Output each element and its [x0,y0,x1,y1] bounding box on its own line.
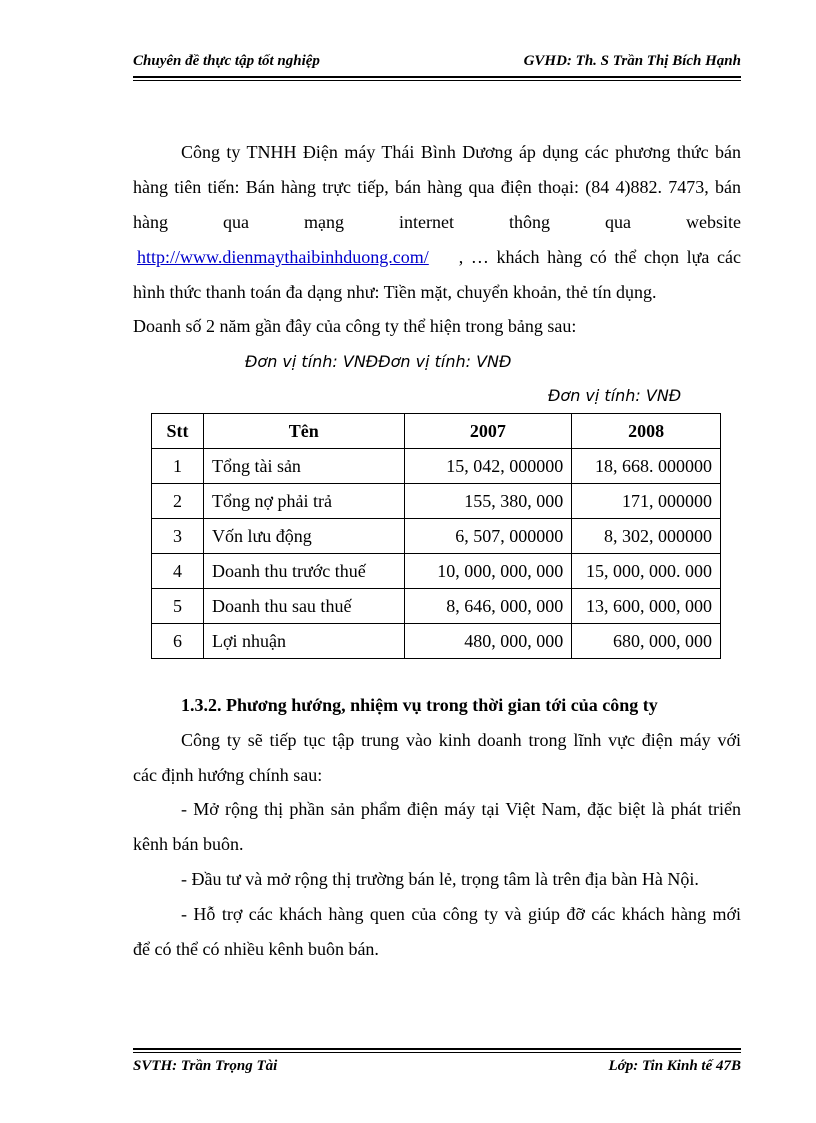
cell-name: Tổng tài sản [203,449,404,484]
cell-2008: 8, 302, 000000 [572,519,721,554]
word: website [686,212,741,232]
header-supervisor: GVHD: Th. S Trần Thị Bích Hạnh [523,53,741,69]
cell-2007: 8, 646, 000, 000 [404,589,572,624]
cell-2007: 480, 000, 000 [404,624,572,659]
word: qua [605,212,631,232]
col-header-2007: 2007 [404,414,572,449]
footer-student: SVTH: Trần Trọng Tài [133,1058,278,1074]
cell-2007: 155, 380, 000 [404,484,572,519]
cell-stt: 4 [152,554,204,589]
table-row [152,519,721,554]
section-heading: 1.3.2. Phương hướng, nhiệm vụ trong thời gian tới của công ty [181,695,658,715]
header-rule [133,80,741,81]
unit-note: Đơn vị tính: VNĐ [548,386,682,405]
intro-line-2: hàng tiên tiến: Bán hàng trực tiếp, bán hàng qua điện thoại: (84 4)882. 7473, bán [133,177,741,197]
intro-line-4-rest: , … khách hàng có thể chọn lựa các [458,247,741,267]
cell-stt: 1 [152,449,204,484]
revenue-table [151,413,721,659]
header-left-title: Chuyên đề thực tập tốt nghiệp [133,53,320,69]
company-website-link[interactable]: http://www.dienmaythaibinhduong.com/ [137,247,429,267]
cell-2008: 13, 600, 000, 000 [572,589,721,624]
cell-name: Doanh thu trước thuế [203,554,404,589]
intro-line-4 [137,247,741,268]
cell-name: Lợi nhuận [203,624,404,659]
bullet-3-line1: - Hỗ trợ các khách hàng quen của công ty và giúp đỡ các khách hàng mới [181,904,741,924]
table-row [152,449,721,484]
intro-line-1: Công ty TNHH Điện máy Thái Bình Dương áp dụng các phương thức bán [181,142,741,162]
cell-name: Doanh thu sau thuế [203,589,404,624]
cell-2007: 6, 507, 000000 [404,519,572,554]
word: hàng [133,212,168,232]
unit-note-duplicate: Đơn vị tính: VNĐĐơn vị tính: VNĐ [245,352,512,371]
intro-line-6: Doanh số 2 năm gần đây của công ty thể hiện trong bảng sau: [133,316,577,336]
table-row [152,624,721,659]
col-header-stt: Stt [152,414,204,449]
cell-stt: 2 [152,484,204,519]
footer-class: Lớp: Tin Kinh tế 47B [608,1058,741,1074]
table-header-row [152,414,721,449]
col-header-name: Tên [203,414,404,449]
word: qua [223,212,249,232]
bullet-1-line1: - Mở rộng thị phần sản phẩm điện máy tại Việt Nam, đặc biệt là phát triển [181,799,741,819]
intro-line-5: hình thức thanh toán đa dạng như: Tiền mặt, chuyển khoản, thẻ tín dụng. [133,282,657,302]
page-header [133,50,741,78]
cell-name: Vốn lưu động [203,519,404,554]
cell-stt: 3 [152,519,204,554]
word: internet [399,212,454,232]
intro-line-3 [133,212,741,233]
table-row [152,484,721,519]
cell-stt: 5 [152,589,204,624]
page-footer [133,1048,741,1080]
bullet-2: - Đầu tư và mở rộng thị trường bán lẻ, trọng tâm là trên địa bàn Hà Nội. [181,869,699,889]
cell-name: Tổng nợ phải trả [203,484,404,519]
word: thông [508,212,550,232]
table-row [152,589,721,624]
cell-2007: 10, 000, 000, 000 [404,554,572,589]
col-header-2008: 2008 [572,414,721,449]
footer-rule [133,1052,741,1053]
section-p1-line2: các định hướng chính sau: [133,765,323,785]
section-p1-line1: Công ty sẽ tiếp tục tập trung vào kinh doanh trong lĩnh vực điện máy với [181,730,741,750]
word: mạng [304,212,344,232]
cell-2007: 15, 042, 000000 [404,449,572,484]
cell-stt: 6 [152,624,204,659]
cell-2008: 680, 000, 000 [572,624,721,659]
cell-2008: 171, 000000 [572,484,721,519]
bullet-1-line2: kênh bán buôn. [133,834,244,854]
cell-2008: 18, 668. 000000 [572,449,721,484]
cell-2008: 15, 000, 000. 000 [572,554,721,589]
table-row [152,554,721,589]
bullet-3-line2: để có thể có nhiều kênh buôn bán. [133,939,379,959]
